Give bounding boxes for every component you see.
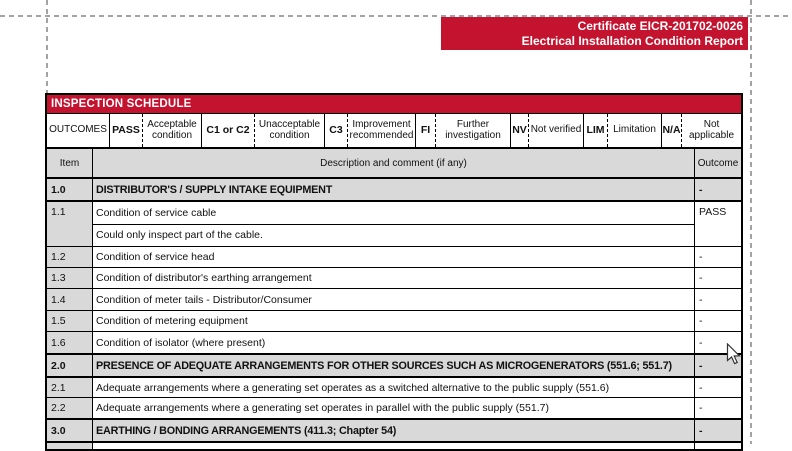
legend-fi-code: FI: [415, 114, 435, 147]
item-col-header: Item: [47, 149, 93, 177]
table-row: [47, 310, 741, 331]
outcome-cell[interactable]: PASS: [699, 206, 727, 218]
table-row: [47, 288, 741, 310]
description-cell[interactable]: PRESENCE OF ADEQUATE ARRANGEMENTS FOR OTHER SOURCES SUCH AS MICROGENERATORS (551.6; 551.7): [93, 355, 695, 376]
page-break-line-vertical-left: [46, 0, 48, 95]
outcome-cell[interactable]: -: [699, 315, 703, 327]
outcome-col-header: Outcome: [697, 157, 739, 169]
description-cell[interactable]: EARTHING / BONDING ARRANGEMENTS (411.3; Chapter 54): [93, 420, 695, 441]
outcome-cell[interactable]: -: [699, 251, 703, 263]
outcome-cell[interactable]: -: [699, 402, 703, 414]
description-col-header: Description and comment (if any): [93, 149, 695, 177]
description-cell[interactable]: DISTRIBUTOR'S / SUPPLY INTAKE EQUIPMENT: [93, 179, 695, 200]
description-cell[interactable]: Condition of service cable: [96, 206, 217, 219]
legend-c1c2-code: C1 or C2: [201, 114, 254, 147]
item-cell: 2.1: [47, 378, 93, 397]
outcome-cell[interactable]: -: [699, 272, 703, 284]
item-cell: 1.2: [47, 247, 93, 267]
page-break-line-vertical-right: [750, 0, 752, 444]
certificate-banner: [441, 17, 748, 50]
description-cell[interactable]: Condition of isolator (where present): [93, 332, 695, 353]
section-row: [47, 418, 741, 441]
item-cell: 2.0: [47, 355, 93, 376]
item-cell: 1.4: [47, 289, 93, 310]
table-row: [47, 267, 741, 288]
section-row: [47, 177, 741, 200]
outcome-cell[interactable]: -: [699, 424, 703, 437]
table-row-partial: [47, 441, 741, 449]
legend-fi-desc: Further investigation: [435, 114, 510, 147]
legend-lim-desc: Limitation: [607, 114, 661, 147]
inspection-schedule-title: INSPECTION SCHEDULE: [47, 95, 741, 113]
legend-c3-desc: Improvement recommended: [347, 114, 415, 147]
certificate-number: Certificate EICR-201702-0026: [577, 19, 743, 33]
outcome-cell[interactable]: -: [699, 183, 703, 196]
outcome-cell[interactable]: -: [699, 336, 703, 349]
legend-nv-code: NV: [510, 114, 528, 147]
item-cell: 1.1: [47, 202, 93, 246]
outcome-cell[interactable]: -: [699, 359, 703, 372]
description-cell[interactable]: Adequate arrangements where a generating set operates as a switched alternative to the public supply (551.6): [93, 378, 695, 397]
outcome-cell[interactable]: -: [699, 381, 703, 394]
item-cell: 2.2: [47, 398, 93, 418]
description-cell[interactable]: Condition of metering equipment: [93, 311, 695, 331]
legend-na-code: N/A: [661, 114, 681, 147]
table-row: [47, 246, 741, 267]
legend-na-desc: Not applicable: [681, 114, 741, 147]
description-cell[interactable]: Adequate arrangements where a generating set operates in parallel with the public supply (551.7): [93, 398, 695, 418]
inspection-schedule-table: [45, 93, 743, 451]
comment-cell[interactable]: Could only inspect part of the cable.: [93, 224, 694, 247]
description-stack: [93, 202, 695, 246]
table-row: [47, 200, 741, 246]
outcomes-legend-row: [47, 113, 741, 147]
description-cell[interactable]: Condition of meter tails - Distributor/Consumer: [93, 289, 695, 310]
report-title: Electrical Installation Condition Report: [521, 34, 743, 48]
description-cell[interactable]: Condition of service head: [93, 247, 695, 267]
description-cell[interactable]: Condition of distributor's earthing arrangement: [93, 268, 695, 288]
mouse-arrow-pointer-icon: [726, 343, 742, 365]
legend-lim-code: LIM: [583, 114, 607, 147]
section-row: [47, 353, 741, 376]
legend-c3-code: C3: [324, 114, 347, 147]
legend-pass-code: PASS: [109, 114, 142, 147]
outcome-cell[interactable]: -: [699, 293, 703, 306]
item-cell: 1.3: [47, 268, 93, 288]
table-row: [47, 376, 741, 397]
item-cell: 1.5: [47, 311, 93, 331]
legend-c1c2-desc: Unacceptable condition: [254, 114, 324, 147]
item-cell: 1.6: [47, 332, 93, 353]
legend-outcomes-label: OUTCOMES: [49, 124, 107, 136]
legend-pass-desc: Acceptable condition: [142, 114, 201, 147]
table-row: [47, 397, 741, 418]
table-row: [47, 331, 741, 353]
table-header-row: [47, 147, 741, 177]
item-cell: 1.0: [47, 179, 93, 200]
legend-nv-desc: Not verified: [528, 114, 583, 147]
item-cell: 3.0: [47, 420, 93, 441]
